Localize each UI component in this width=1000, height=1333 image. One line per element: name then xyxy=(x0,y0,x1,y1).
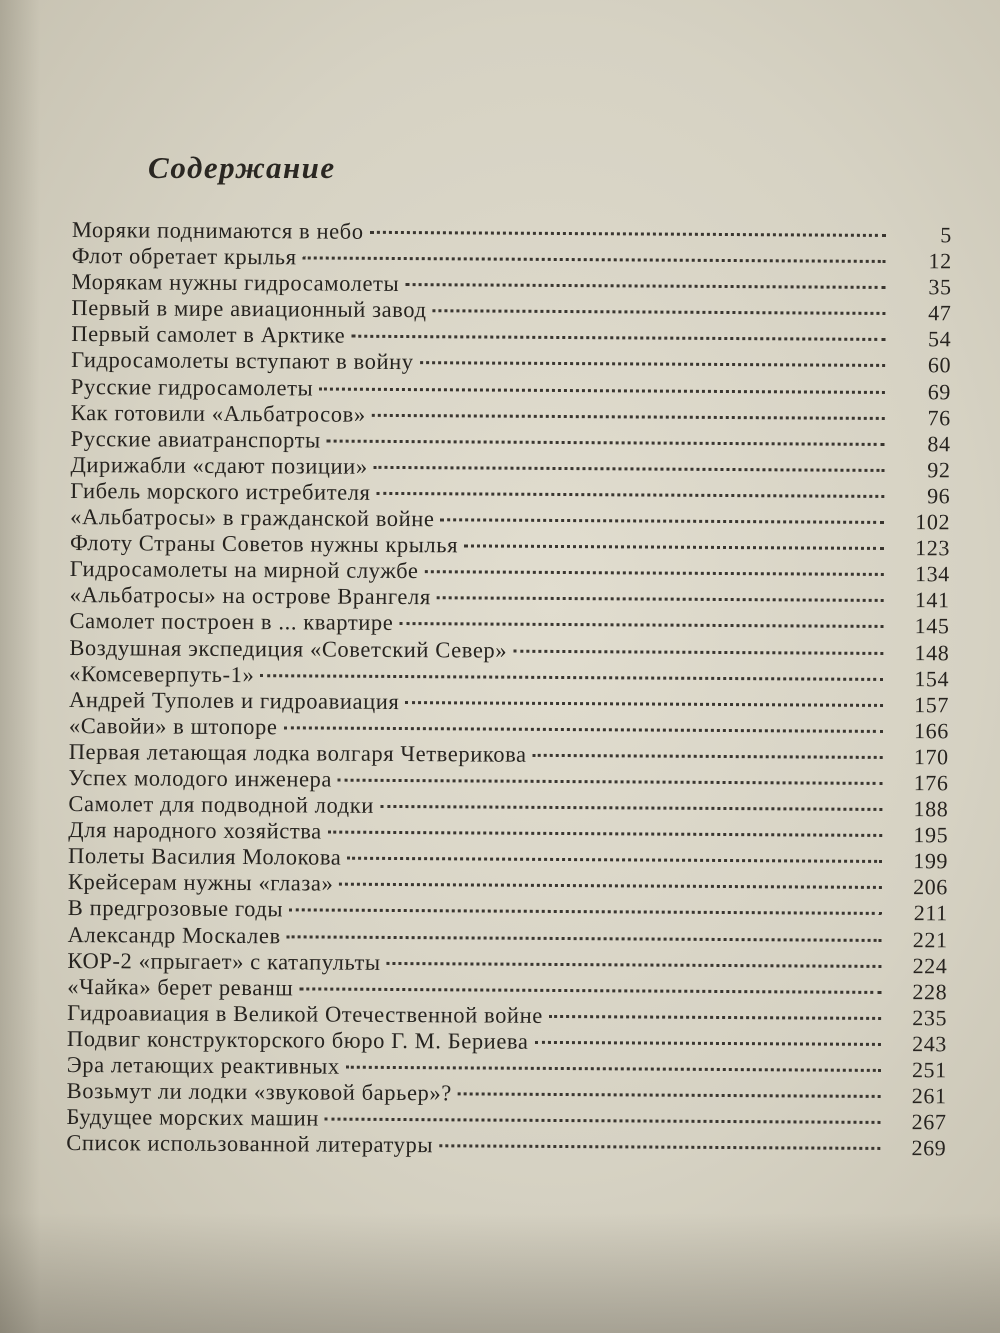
dot-leader xyxy=(399,622,883,628)
dot-leader xyxy=(351,335,885,341)
dot-leader xyxy=(458,1092,881,1098)
dot-leader xyxy=(260,674,883,681)
toc-entry xyxy=(66,1130,946,1161)
toc-entry-title: Андрей Туполев и гидроавиация xyxy=(68,686,400,714)
page-bottom-shadow xyxy=(0,1213,1000,1333)
toc-entry-page: 251 xyxy=(911,1057,947,1083)
toc-entry-title: Русские авиатранспорты xyxy=(70,425,321,453)
toc-entry-page: 134 xyxy=(914,561,950,587)
toc-entry-page: 47 xyxy=(928,300,952,326)
toc-entry-page: 76 xyxy=(927,404,951,431)
dot-leader xyxy=(289,909,882,916)
dot-leader xyxy=(319,387,885,393)
dot-leader xyxy=(374,466,885,472)
toc-entry-title: Подвиг конструкторского бюро Г. М. Бериева xyxy=(66,1025,529,1054)
dot-leader xyxy=(437,597,884,603)
toc-entry-title: Самолет для подводной лодки xyxy=(68,791,375,818)
toc-entry-title: Список использованной литературы xyxy=(66,1130,434,1158)
dot-leader xyxy=(303,257,886,264)
toc-entry-title: «Савойи» в штопоре xyxy=(68,712,278,740)
toc-entry-page: 141 xyxy=(914,587,950,613)
toc-entry-title: «Альбатросы» на острове Врангеля xyxy=(69,582,431,610)
toc-entry-page: 195 xyxy=(913,822,949,848)
dot-leader xyxy=(405,701,883,707)
toc-entry-page: 206 xyxy=(913,874,948,900)
toc-entry-title: Воздушная экспедиция «Советский Север» xyxy=(69,634,508,663)
dot-leader xyxy=(513,649,883,654)
toc-entry-title: Успех молодого инженера xyxy=(68,764,333,792)
toc-entry-page: 228 xyxy=(912,978,948,1005)
toc-entry-title: Возьмут ли лодки «звуковой барьер»? xyxy=(66,1078,452,1106)
toc-entry-title: «Комсеверпуть-1» xyxy=(69,660,255,687)
toc-entry-page: 166 xyxy=(913,717,949,744)
toc-entry-page: 35 xyxy=(928,274,952,300)
toc-entry-page: 224 xyxy=(912,952,948,978)
toc-entry-page: 157 xyxy=(914,691,950,718)
toc-entry-title: Как готовили «Альбатросов» xyxy=(70,399,366,427)
toc-entry-page: 96 xyxy=(927,483,951,509)
toc-entry-title: Для народного хозяйства xyxy=(68,817,322,844)
toc-entry-title: Морякам нужны гидросамолеты xyxy=(71,269,400,297)
toc-entry-page: 269 xyxy=(911,1135,947,1161)
dot-leader xyxy=(346,1066,881,1072)
toc-entry-title: КОР-2 «прыгает» с катапульты xyxy=(67,947,381,975)
toc-entry-page: 261 xyxy=(911,1083,947,1109)
dot-leader xyxy=(439,1145,880,1151)
toc-entry-title: Флоту Страны Советов нужны крылья xyxy=(69,530,459,558)
toc-entry-title: Гибель морского истребителя xyxy=(70,477,371,505)
toc-entry-page: 84 xyxy=(927,430,951,457)
toc-entry-page: 145 xyxy=(914,613,950,639)
toc-entry-title: Самолет построен в ... квартире xyxy=(69,608,394,636)
toc-entry-page: 12 xyxy=(928,248,952,274)
toc-entry-page: 221 xyxy=(912,926,948,952)
toc-entry-title: Первый самолет в Арктике xyxy=(71,321,346,349)
toc-entry-page: 148 xyxy=(914,639,950,665)
dot-leader xyxy=(533,754,883,759)
toc-entry-page: 5 xyxy=(940,222,952,248)
dot-leader xyxy=(327,439,885,445)
dot-leader xyxy=(464,545,884,551)
dot-leader xyxy=(441,518,885,524)
toc-entry-title: Флот обретает крылья xyxy=(71,243,297,270)
toc-entry-title: Гидроавиация в Великой Отечественной войне xyxy=(67,999,543,1028)
dot-leader xyxy=(299,987,881,994)
dot-leader xyxy=(339,883,882,889)
toc-entry-title: Полеты Василия Молокова xyxy=(68,843,342,870)
toc-entry-title: Дирижабли «сдают позиции» xyxy=(70,451,368,479)
toc-entry-page: 170 xyxy=(913,744,949,770)
dot-leader xyxy=(424,570,883,576)
toc-entry-title: Будущее морских машин xyxy=(66,1104,320,1131)
toc-entry-page: 102 xyxy=(915,509,951,535)
dot-leader xyxy=(405,283,885,289)
toc-entry-page: 267 xyxy=(911,1109,947,1135)
toc-entry-title: «Чайка» берет реванш xyxy=(67,973,294,1001)
page-title: Содержание xyxy=(148,150,336,185)
dot-leader xyxy=(287,935,882,942)
toc-entry-title: «Альбатросы» в гражданской войне xyxy=(70,504,435,532)
toc-entry-title: Первая летающая лодка волгаря Четверикова xyxy=(68,738,527,767)
toc-entry-page: 92 xyxy=(927,457,951,483)
toc-entry-page: 243 xyxy=(912,1031,948,1057)
toc-entry-title: Александр Москалев xyxy=(67,921,281,948)
dot-leader xyxy=(347,857,882,863)
dot-leader xyxy=(372,413,885,419)
toc-entry-title: Моряки поднимаются в небо xyxy=(71,217,364,244)
toc-entry-title: Русские гидросамолеты xyxy=(70,373,314,401)
dot-leader xyxy=(328,831,882,837)
toc-entry-title: Гидросамолеты вступают в войну xyxy=(71,347,414,375)
toc-entry-page: 211 xyxy=(913,900,948,926)
toc-entry-title: Первый в мире авиационный завод xyxy=(71,295,427,323)
dot-leader xyxy=(534,1041,881,1046)
toc-entry-page: 60 xyxy=(927,352,952,378)
dot-leader xyxy=(377,492,885,498)
toc-entry-page: 235 xyxy=(912,1004,948,1031)
table-of-contents xyxy=(66,217,952,1162)
dot-leader xyxy=(370,231,886,237)
toc-entry-title: Крейсерам нужны «глаза» xyxy=(67,869,334,896)
toc-entry-page: 69 xyxy=(927,378,952,404)
dot-leader xyxy=(420,362,886,368)
dot-leader xyxy=(338,779,883,785)
toc-entry-title: Эра летающих реактивных xyxy=(66,1051,340,1079)
dot-leader xyxy=(283,726,882,733)
toc-entry-page: 188 xyxy=(913,796,949,822)
dot-leader xyxy=(549,1015,881,1020)
toc-entry-title: В предгрозовые годы xyxy=(67,895,284,922)
toc-entry-page: 176 xyxy=(913,770,949,796)
dot-leader xyxy=(380,805,882,811)
toc-entry-page: 199 xyxy=(913,848,949,874)
page-edge-shadow xyxy=(0,0,40,1333)
toc-entry-page: 54 xyxy=(927,326,952,352)
toc-entry-page: 154 xyxy=(914,665,950,691)
dot-leader xyxy=(387,962,882,968)
dot-leader xyxy=(325,1118,881,1124)
dot-leader xyxy=(433,309,886,315)
toc-entry-title: Гидросамолеты на мирной службе xyxy=(69,556,419,584)
toc-entry-page: 123 xyxy=(915,535,951,561)
